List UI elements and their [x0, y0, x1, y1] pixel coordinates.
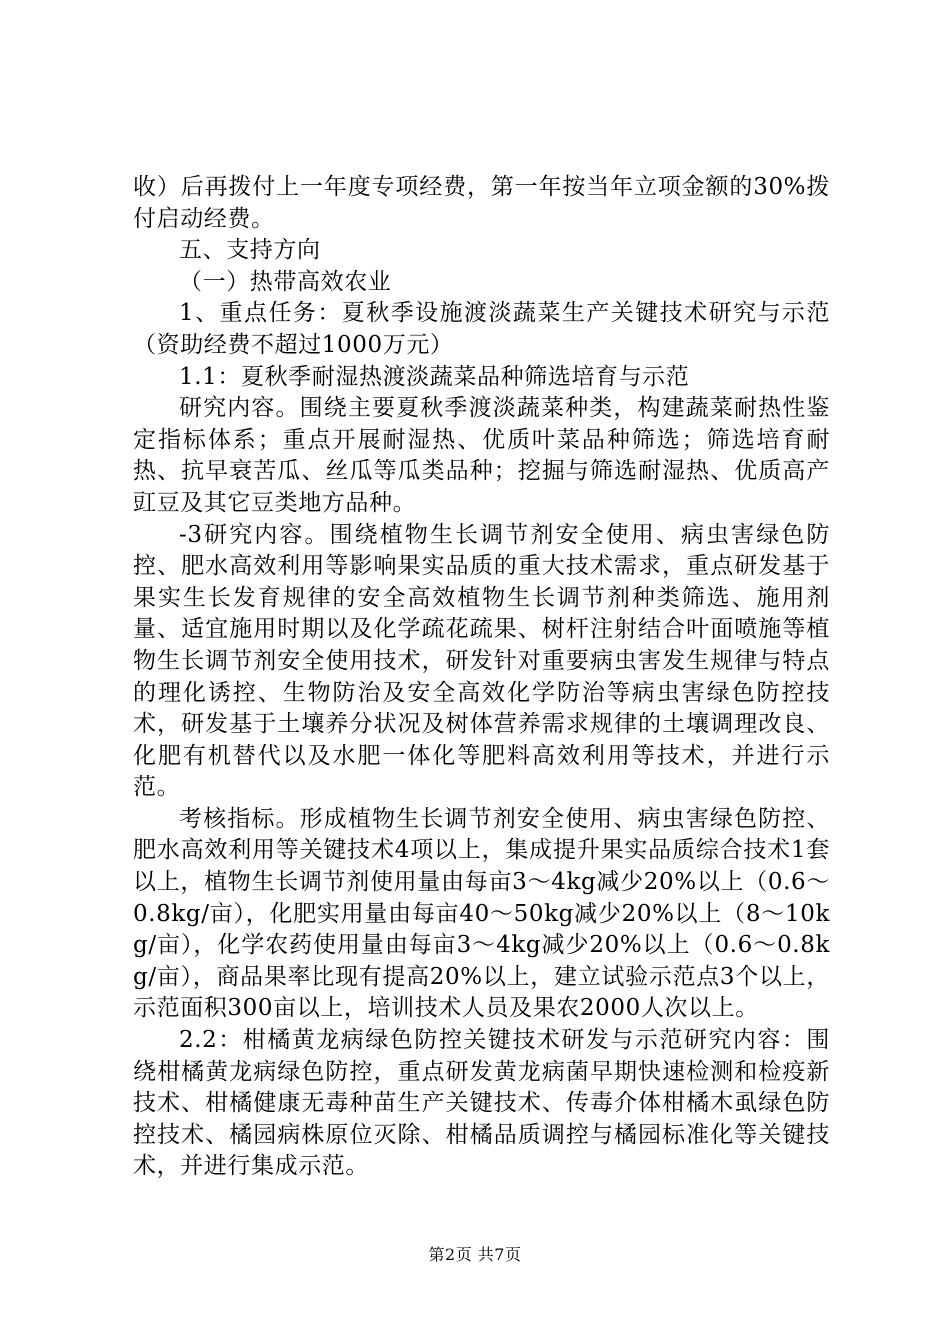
subsection-heading-tropical-agriculture: （一）热带高效农业: [179, 268, 392, 295]
paragraph-key-task: 1、重点任务：夏秋季设施渡淡蔬菜生产关键技术研究与示范（资助经费不超过1000万元）: [133, 300, 830, 358]
paragraph-research-content-2: -3研究内容。围绕植物生长调节剂安全使用、病虫害绿色防控、肥水高效利用等影响果实品质的重大技术需求，重点研发基于果实生长发育规律的安全高效植物生长调节剂种类筛选、施用剂量、适宜施用时期以及化学疏花疏果、树杆注射结合叶面喷施等植物生长调节剂安全使用技术，研发针对重要病虫害发生规律与特点的理化诱控、生物防治及安全高效化学防治等病虫害绿色防控技术，研发基于土壤养分状况及树体营养需求规律的土壤调理改良、化肥有机替代以及水肥一体化等肥料高效利用等技术，并进行示范。: [133, 521, 830, 801]
paragraph-assessment-indicators: 考核指标。形成植物生长调节剂安全使用、病虫害绿色防控、肥水高效利用等关键技术4项以上，集成提升果实品质综合技术1套以上，植物生长调节剂使用量由每亩3～4kg减少20%以上（0.6～0.8kg/亩），化肥实用量由每亩40～50kg减少20%以上（8～10kg/亩），化学农药使用量由每亩3～4kg减少20%以上（0.6～0.8kg/亩），商品果率比现有提高20%以上，建立试验示范点3个以上，示范面积300亩以上，培训技术人员及果农2000人次以上。: [133, 805, 830, 1022]
document-body: [133, 172, 830, 1183]
paragraph-item-1-1: 1.1：夏秋季耐湿热渡淡蔬菜品种筛选培育与示范: [179, 363, 690, 390]
paragraph-research-content-1: 研究内容。围绕主要夏秋季渡淡蔬菜种类，构建蔬菜耐热性鉴定指标体系；重点开展耐湿热、优质叶菜品种筛选；筛选培育耐热、抗早衰苦瓜、丝瓜等瓜类品种；挖掘与筛选耐湿热、优质高产豇豆及其它豆类地方品种。: [133, 395, 830, 516]
paragraph-1: 收）后再拨付上一年度专项经费，第一年按当年立项金额的30%拨付启动经费。: [133, 174, 830, 232]
paragraph-item-2-2: 2.2：柑橘黄龙病绿色防控关键技术研发与示范研究内容：围绕柑橘黄龙病绿色防控，重点研发黄龙病菌早期快速检测和检疫新技术、柑橘健康无毒种苗生产关键技术、传毒介体柑橘木虱绿色防控技术、橘园病株原位灭除、柑橘品质调控与橘园标准化等关键技术，并进行集成示范。: [133, 1027, 830, 1180]
section-heading-support-direction: 五、支持方向: [179, 237, 321, 264]
page-footer: 第2页 共7页: [428, 1245, 522, 1264]
